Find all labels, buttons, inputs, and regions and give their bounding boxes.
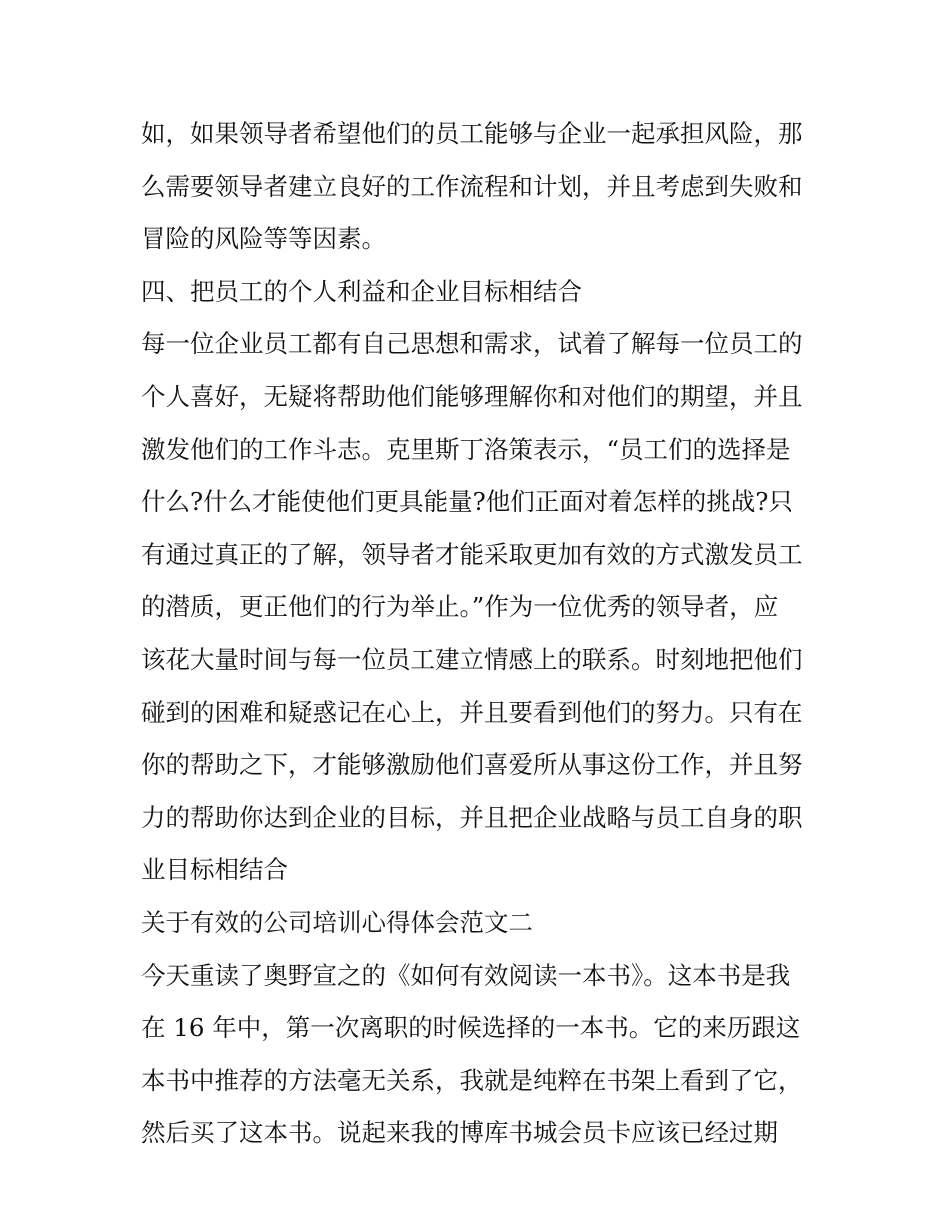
- paragraph-line: 个人喜好，无疑将帮助他们能够理解你和对他们的期望，并且: [141, 381, 803, 411]
- paragraph-line: 什么?什么才能使他们更具能量?他们正面对着怎样的挑战?只: [141, 487, 793, 517]
- section-heading: 四、把员工的个人利益和企业目标相结合: [141, 276, 582, 306]
- paragraph-line: 的潜质，更正他们的行为举止。”作为一位优秀的领导者，应: [141, 592, 779, 622]
- paragraph-line: 该花大量时间与每一位员工建立情感上的联系。时刻地把他们: [141, 644, 803, 674]
- paragraph-line: 然后买了这本书。说起来我的博库书城会员卡应该已经过期: [141, 1118, 778, 1148]
- paragraph-line: 力的帮助你达到企业的目标，并且把企业战略与员工自身的职: [141, 802, 803, 832]
- paragraph-line: 本书中推荐的方法毫无关系，我就是纯粹在书架上看到了它，: [141, 1065, 803, 1095]
- paragraph-line: 今天重读了奥野宣之的《如何有效阅读一本书》。这本书是我: [141, 960, 791, 990]
- section-title: 关于有效的公司培训心得体会范文二: [141, 907, 533, 937]
- paragraph-line: 么需要领导者建立良好的工作流程和计划，并且考虑到失败和: [141, 171, 803, 201]
- paragraph-line: 如，如果领导者希望他们的员工能够与企业一起承担风险，那: [141, 119, 803, 148]
- paragraph-line: 碰到的困难和疑惑记在心上，并且要看到他们的努力。只有在: [141, 697, 803, 727]
- paragraph-line: 业目标相结合: [141, 855, 288, 885]
- paragraph-line: 你的帮助之下，才能够激励他们喜爱所从事这份工作，并且努: [141, 750, 803, 780]
- paragraph-line: 冒险的风险等等因素。: [141, 224, 386, 254]
- document-body: [141, 108, 821, 1160]
- paragraph-line: 在 16 年中，第一次离职的时候选择的一本书。它的来历跟这: [141, 1013, 801, 1043]
- paragraph-line: 每一位企业员工都有自己思想和需求，试着了解每一位员工的: [141, 329, 803, 359]
- paragraph-line: 有通过真正的了解，领导者才能采取更加有效的方式激发员工: [141, 539, 803, 569]
- paragraph-line: 激发他们的工作斗志。克里斯丁洛策表示，“员工们的选择是: [141, 434, 791, 464]
